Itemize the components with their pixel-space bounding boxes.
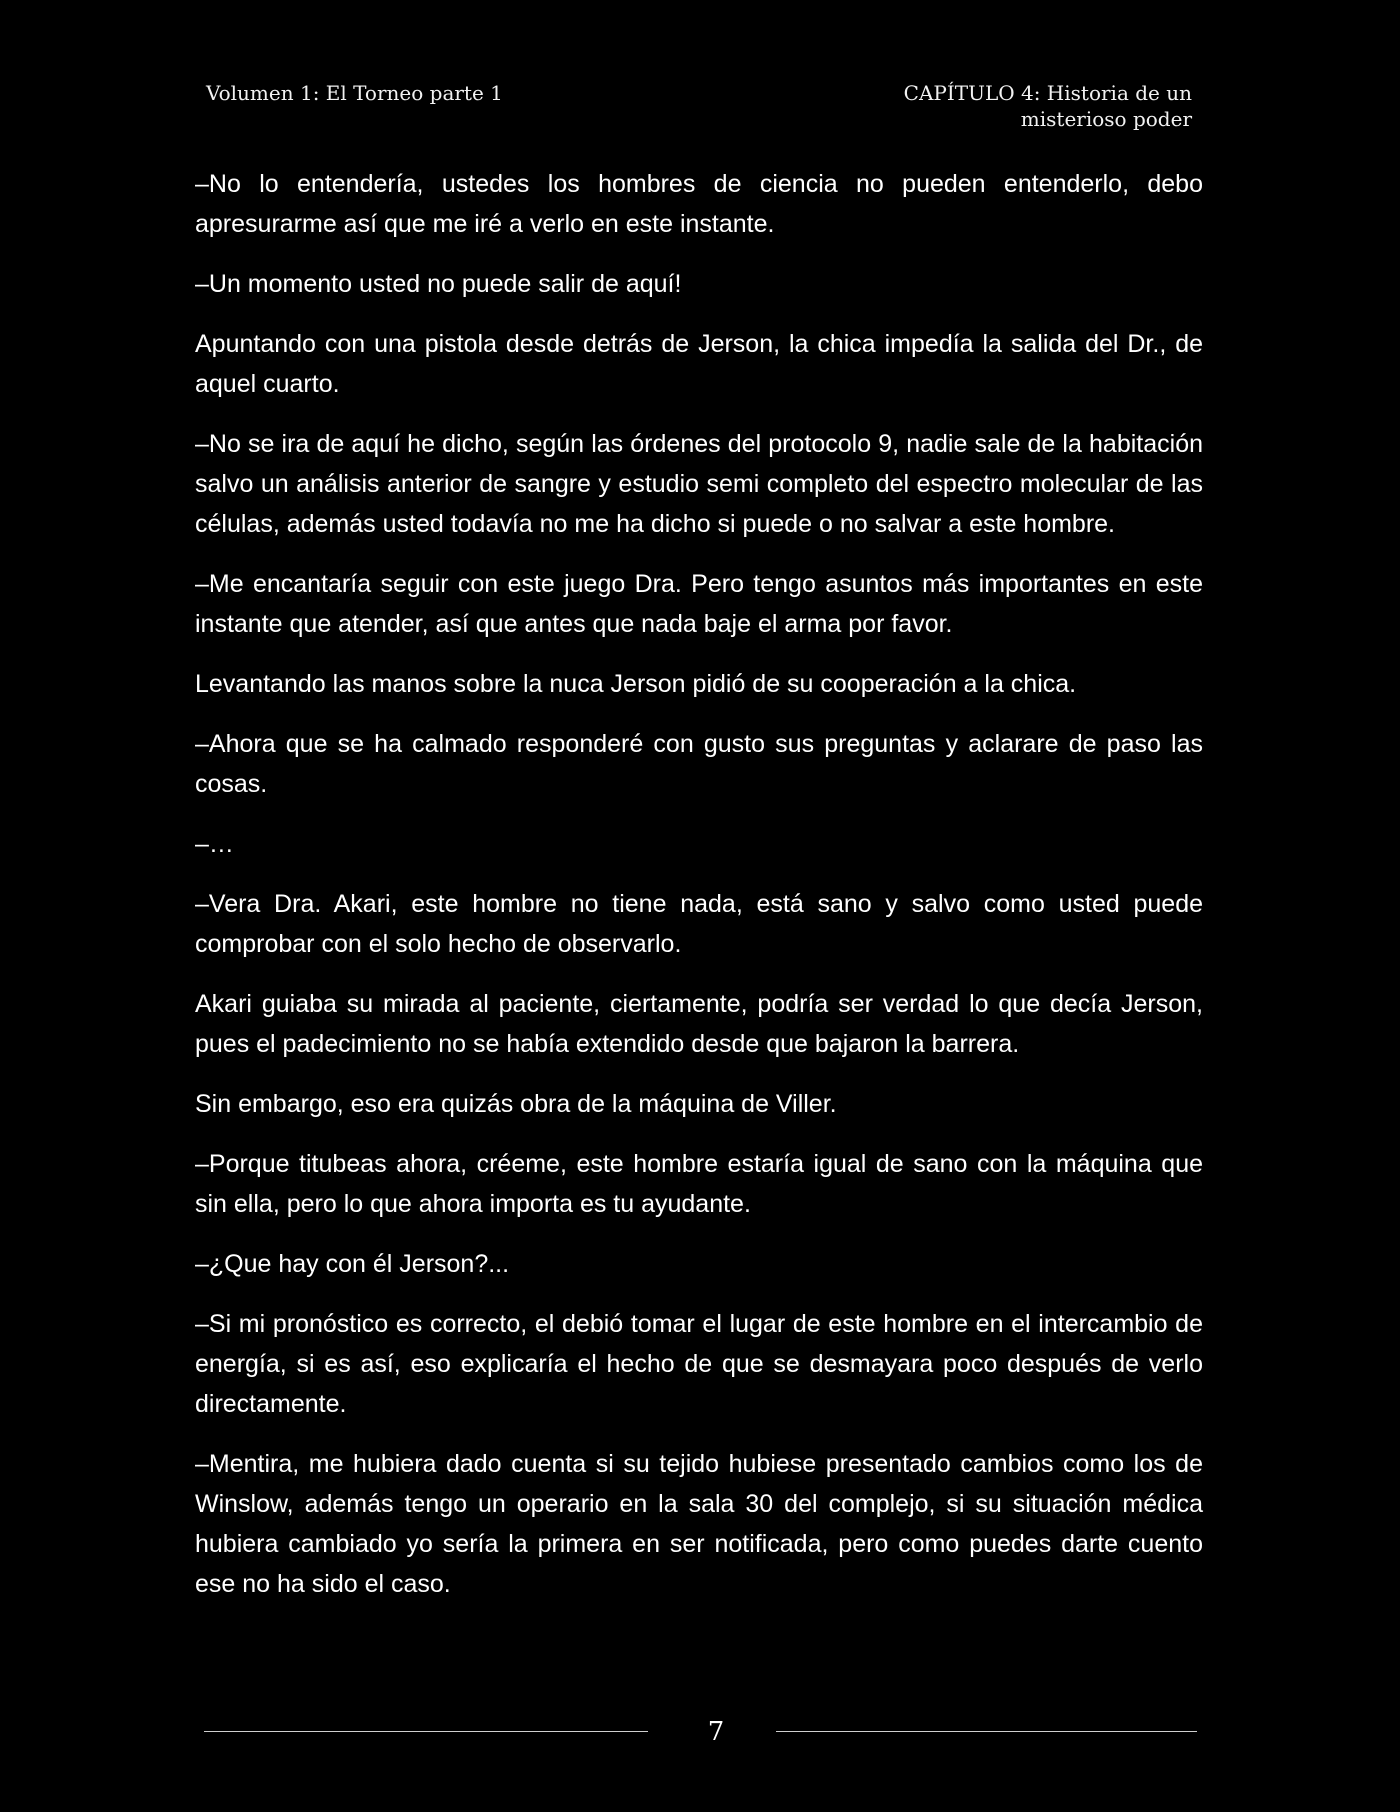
volume-title: Volumen 1: El Torneo parte 1: [206, 81, 503, 105]
paragraph: Sin embargo, eso era quizás obra de la máquina de Viller.: [195, 1090, 837, 1118]
paragraph: –Vera Dra. Akari, este hombre no tiene nada, está sano y salvo como usted puede comprobar con el solo hecho de observarlo.: [195, 890, 1203, 958]
page-footer: [204, 1712, 1197, 1752]
footer-rule-left: [204, 1731, 648, 1732]
paragraph: –Un momento usted no puede salir de aquí!: [195, 270, 682, 298]
paragraph: –Mentira, me hubiera dado cuenta si su tejido hubiese presentado cambios como los de Winslow, además tengo un operario en la sala 30 del complejo, si su situación médica hubiera cambiado yo sería la primera en ser notificada, pero como puedes darte cuento ese no ha sido el caso.: [195, 1450, 1203, 1598]
paragraph: –Porque titubeas ahora, créeme, este hombre estaría igual de sano con la máquina que sin ella, pero lo que ahora importa es tu ayudante.: [195, 1150, 1203, 1218]
chapter-title-line-2: misterioso poder: [1020, 107, 1192, 131]
paragraph: –Me encantaría seguir con este juego Dra. Pero tengo asuntos más importantes en este instante que atender, así que antes que nada baje el arma por favor.: [195, 570, 1203, 638]
chapter-title-line-1: CAPÍTULO 4: Historia de un: [903, 81, 1192, 105]
paragraph: Apuntando con una pistola desde detrás de Jerson, la chica impedía la salida del Dr., de aquel cuarto.: [195, 330, 1203, 398]
paragraph: Akari guiaba su mirada al paciente, ciertamente, podría ser verdad lo que decía Jerson, pues el padecimiento no se había extendido desde que bajaron la barrera.: [195, 990, 1203, 1058]
paragraph: Levantando las manos sobre la nuca Jerson pidió de su cooperación a la chica.: [195, 670, 1077, 698]
paragraph: –…: [195, 830, 234, 858]
paragraph: –¿Que hay con él Jerson?...: [195, 1250, 510, 1278]
page-number: 7: [707, 1717, 725, 1747]
paragraph: –Si mi pronóstico es correcto, el debió tomar el lugar de este hombre en el intercambio de energía, si es así, eso explicaría el hecho de que se desmayara poco después de verlo directamente.: [195, 1310, 1203, 1418]
chapter-title: [872, 80, 1192, 132]
paragraph: –No lo entendería, ustedes los hombres de ciencia no pueden entenderlo, debo apresurarme así que me iré a verlo en este instante.: [195, 170, 1203, 238]
paragraph: –No se ira de aquí he dicho, según las órdenes del protocolo 9, nadie sale de la habitación salvo un análisis anterior de sangre y estudio semi completo del espectro molecular de las células, además usted todavía no me ha dicho si puede o no salvar a este hombre.: [195, 430, 1203, 538]
paragraph: –Ahora que se ha calmado responderé con gusto sus preguntas y aclarare de paso las cosas.: [195, 730, 1203, 798]
footer-rule-right: [776, 1731, 1197, 1732]
body-text: [195, 164, 1203, 1624]
